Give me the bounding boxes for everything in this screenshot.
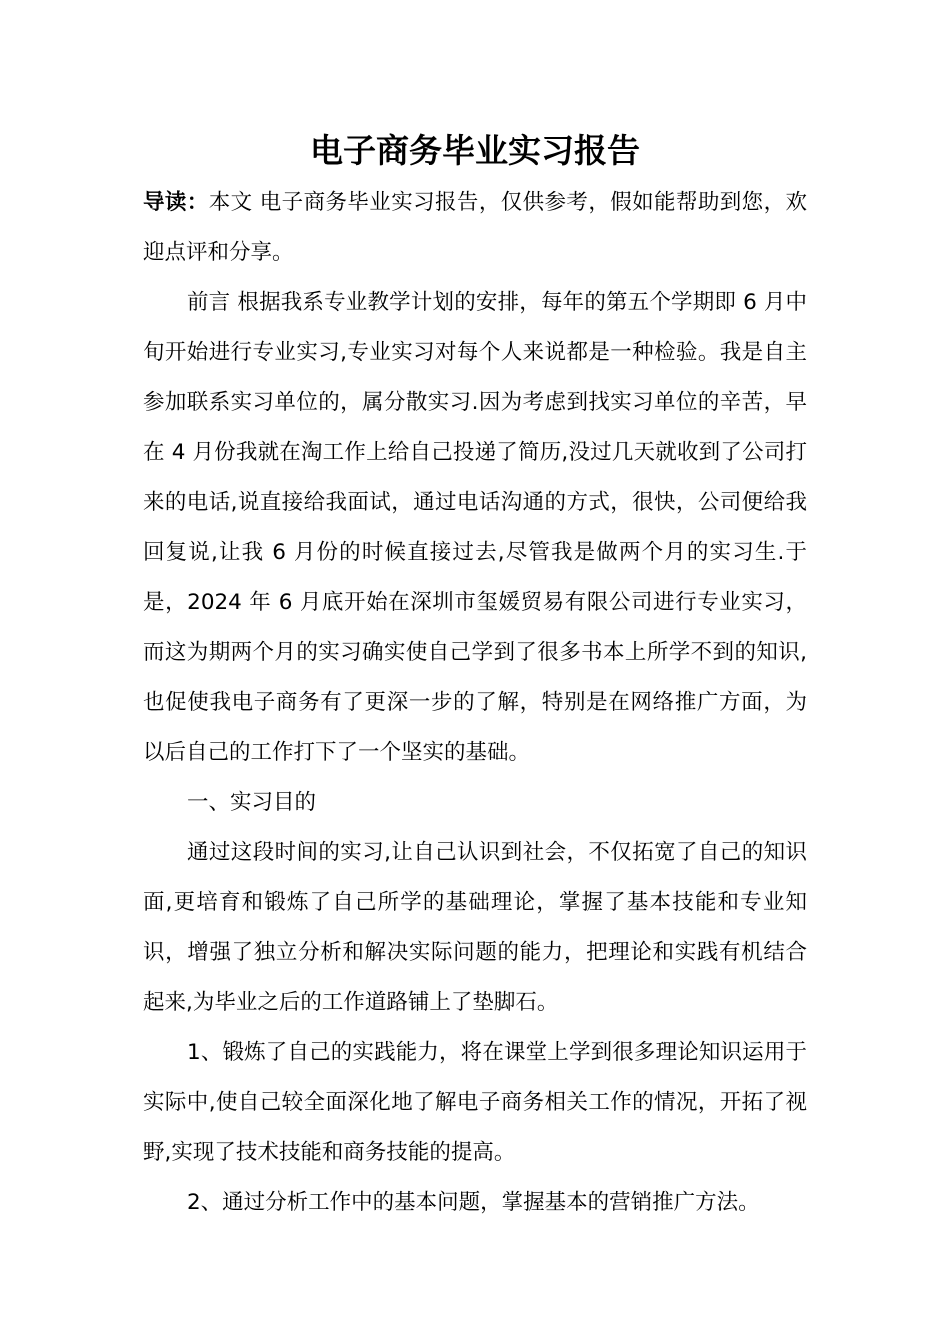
document-body bbox=[143, 178, 807, 1228]
preface-paragraph: 前言 根据我系专业教学计划的安排，每年的第五个学期即 6 月中旬开始进行专业实习,专业实习对每个人来说都是一种检验。我是自主参加联系实习单位的，属分散实习.因为考虑到找实习单位的辛苦，早在 4 月份我就在淘工作上给自己投递了简历,没过几天就收到了公司打来的电话,说直接给我面试，通过电话沟通的方式，很快，公司便给我回复说,让我 6 月份的时候直接过去,尽管我是做两个月的实习生.于是，2024 年 6 月底开始在深圳市玺媛贸易有限公司进行专业实习，而这为期两个月的实习确实使自己学到了很多书本上所学不到的知识,也促使我电子商务有了更深一步的了解，特别是在网络推广方面，为以后自己的工作打下了一个坚实的基础。 bbox=[143, 290, 807, 765]
lead-label: 导读： bbox=[143, 190, 209, 215]
purpose-item-2: 2、通过分析工作中的基本问题，掌握基本的营销推广方法。 bbox=[187, 1190, 760, 1215]
purpose-item-1: 1、锻炼了自己的实践能力，将在课堂上学到很多理论知识运用于实际中,使自己较全面深化地了解电子商务相关工作的情况，开拓了视野,实现了技术技能和商务技能的提高。 bbox=[143, 1040, 807, 1165]
document-title: 电子商务毕业实习报告 bbox=[310, 131, 640, 170]
lead-text: 本文 电子商务毕业实习报告，仅供参考，假如能帮助到您，欢迎点评和分享。 bbox=[143, 190, 807, 265]
purpose-paragraph: 通过这段时间的实习,让自己认识到社会，不仅拓宽了自己的知识面,更培育和锻炼了自己所学的基础理论，掌握了基本技能和专业知识，增强了独立分析和解决实际问题的能力，把理论和实践有机结合起来,为毕业之后的工作道路铺上了垫脚石。 bbox=[143, 840, 807, 1015]
section-heading-purpose: 一、实习目的 bbox=[187, 790, 317, 815]
lead-paragraph bbox=[143, 178, 807, 278]
